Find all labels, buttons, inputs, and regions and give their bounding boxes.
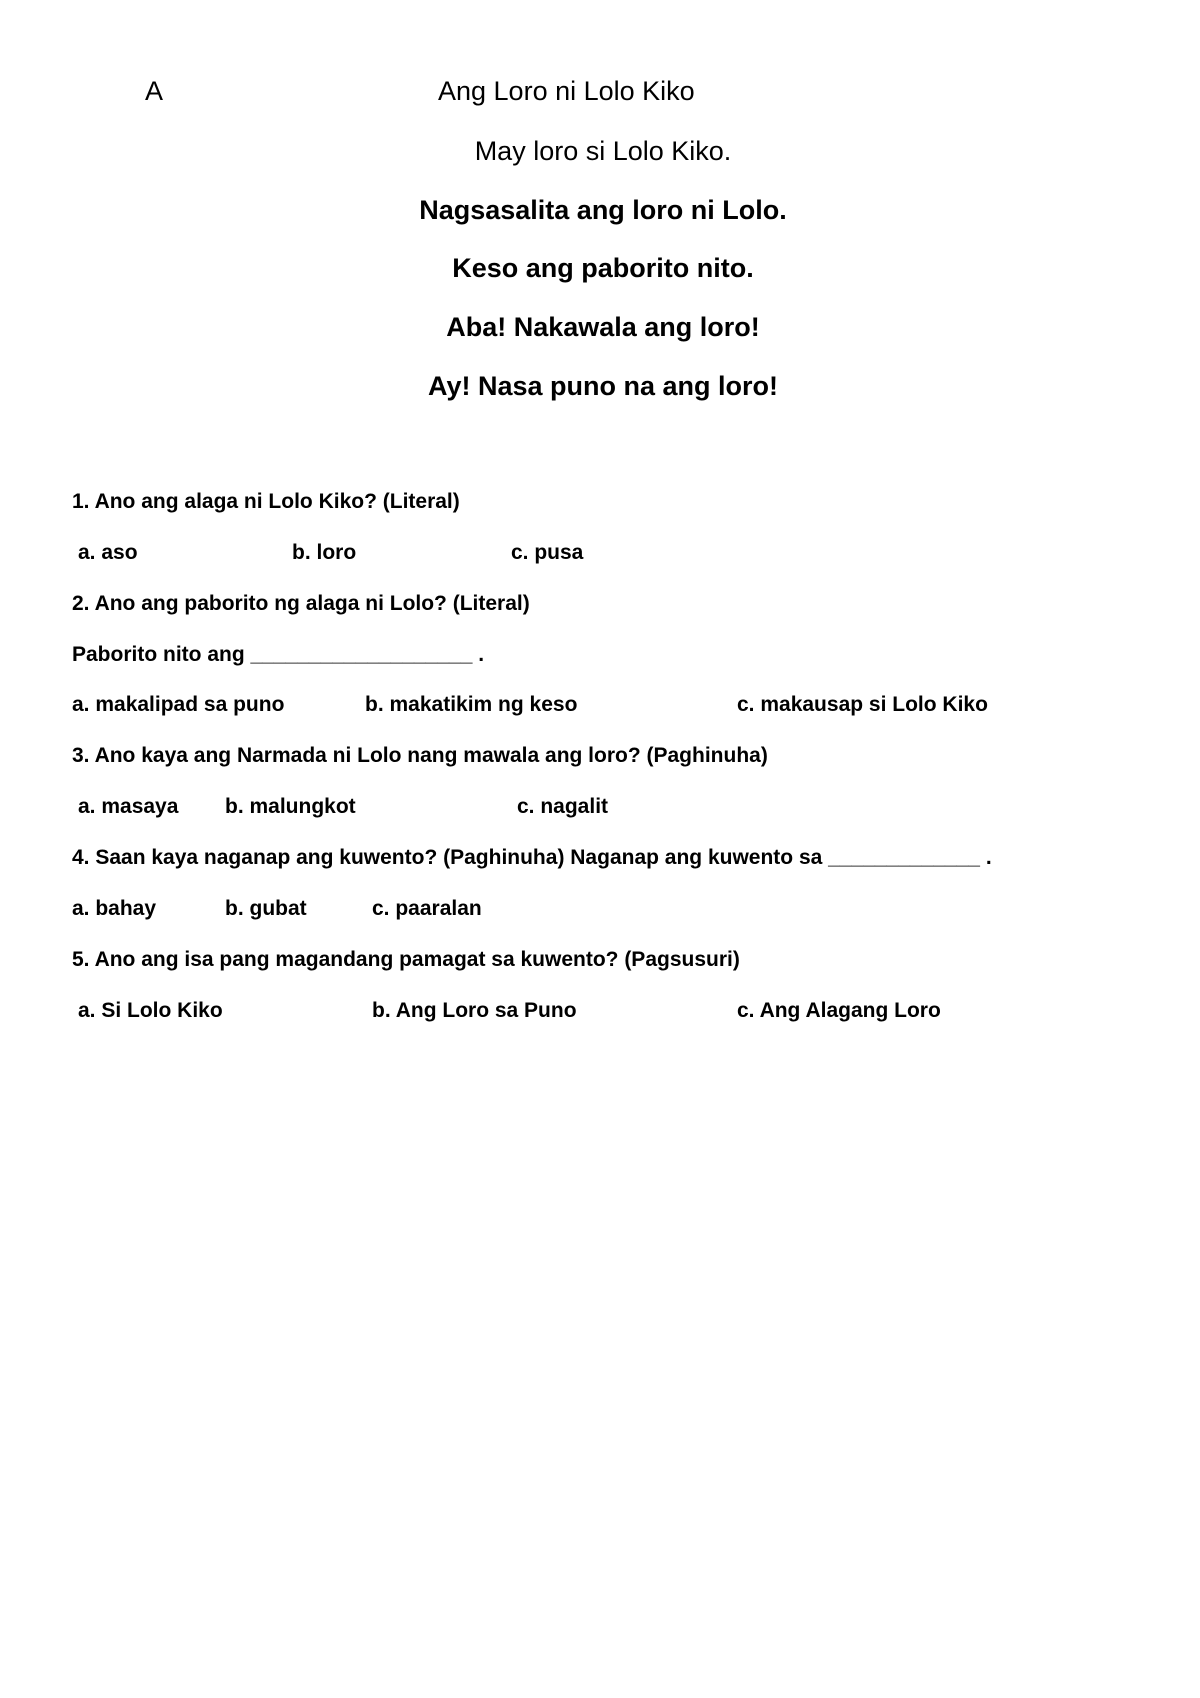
choice-b: b. loro bbox=[292, 541, 357, 564]
choice-a: a. bahay bbox=[72, 897, 157, 920]
section-letter: A bbox=[145, 76, 164, 106]
question-text: 3. Ano kaya ang Narmada ni Lolo nang mawala ang loro? (Paghinuha) bbox=[72, 744, 768, 767]
story-line: Aba! Nakawala ang loro! bbox=[446, 312, 760, 342]
question-text: 5. Ano ang isa pang magandang pamagat sa kuwento? (Pagsusuri) bbox=[72, 948, 740, 971]
question-text: 4. Saan kaya naganap ang kuwento? (Paghinuha) Naganap ang kuwento sa _____________ . bbox=[72, 846, 992, 869]
choice-c: c. pusa bbox=[511, 541, 584, 564]
choice-c: c. nagalit bbox=[517, 795, 609, 818]
choice-c: c. makausap si Lolo Kiko bbox=[737, 693, 988, 716]
choice-c: c. Ang Alagang Loro bbox=[737, 999, 941, 1022]
story-line: Ay! Nasa puno na ang loro! bbox=[427, 371, 779, 401]
choice-a: a. masaya bbox=[78, 795, 179, 818]
story-line: May loro si Lolo Kiko. bbox=[474, 136, 732, 166]
choice-a: a. Si Lolo Kiko bbox=[78, 999, 223, 1022]
choice-b: b. Ang Loro sa Puno bbox=[372, 999, 577, 1022]
question-text: 2. Ano ang paborito ng alaga ni Lolo? (Literal) bbox=[72, 592, 530, 615]
story-line: Nagsasalita ang loro ni Lolo. bbox=[419, 195, 787, 225]
choice-c: c. paaralan bbox=[372, 897, 482, 920]
story-line: Keso ang paborito nito. bbox=[452, 253, 754, 283]
story-title: Ang Loro ni Lolo Kiko bbox=[438, 76, 695, 106]
choice-b: b. malungkot bbox=[225, 795, 356, 818]
choice-a: a. makalipad sa puno bbox=[72, 693, 285, 716]
choice-a: a. aso bbox=[78, 541, 138, 564]
question-text: 1. Ano ang alaga ni Lolo Kiko? (Literal) bbox=[72, 490, 460, 513]
fill-in-line: Paborito nito ang ___________________ . bbox=[72, 643, 485, 666]
choice-b: b. makatikim ng keso bbox=[365, 693, 578, 716]
choice-b: b. gubat bbox=[225, 897, 307, 920]
